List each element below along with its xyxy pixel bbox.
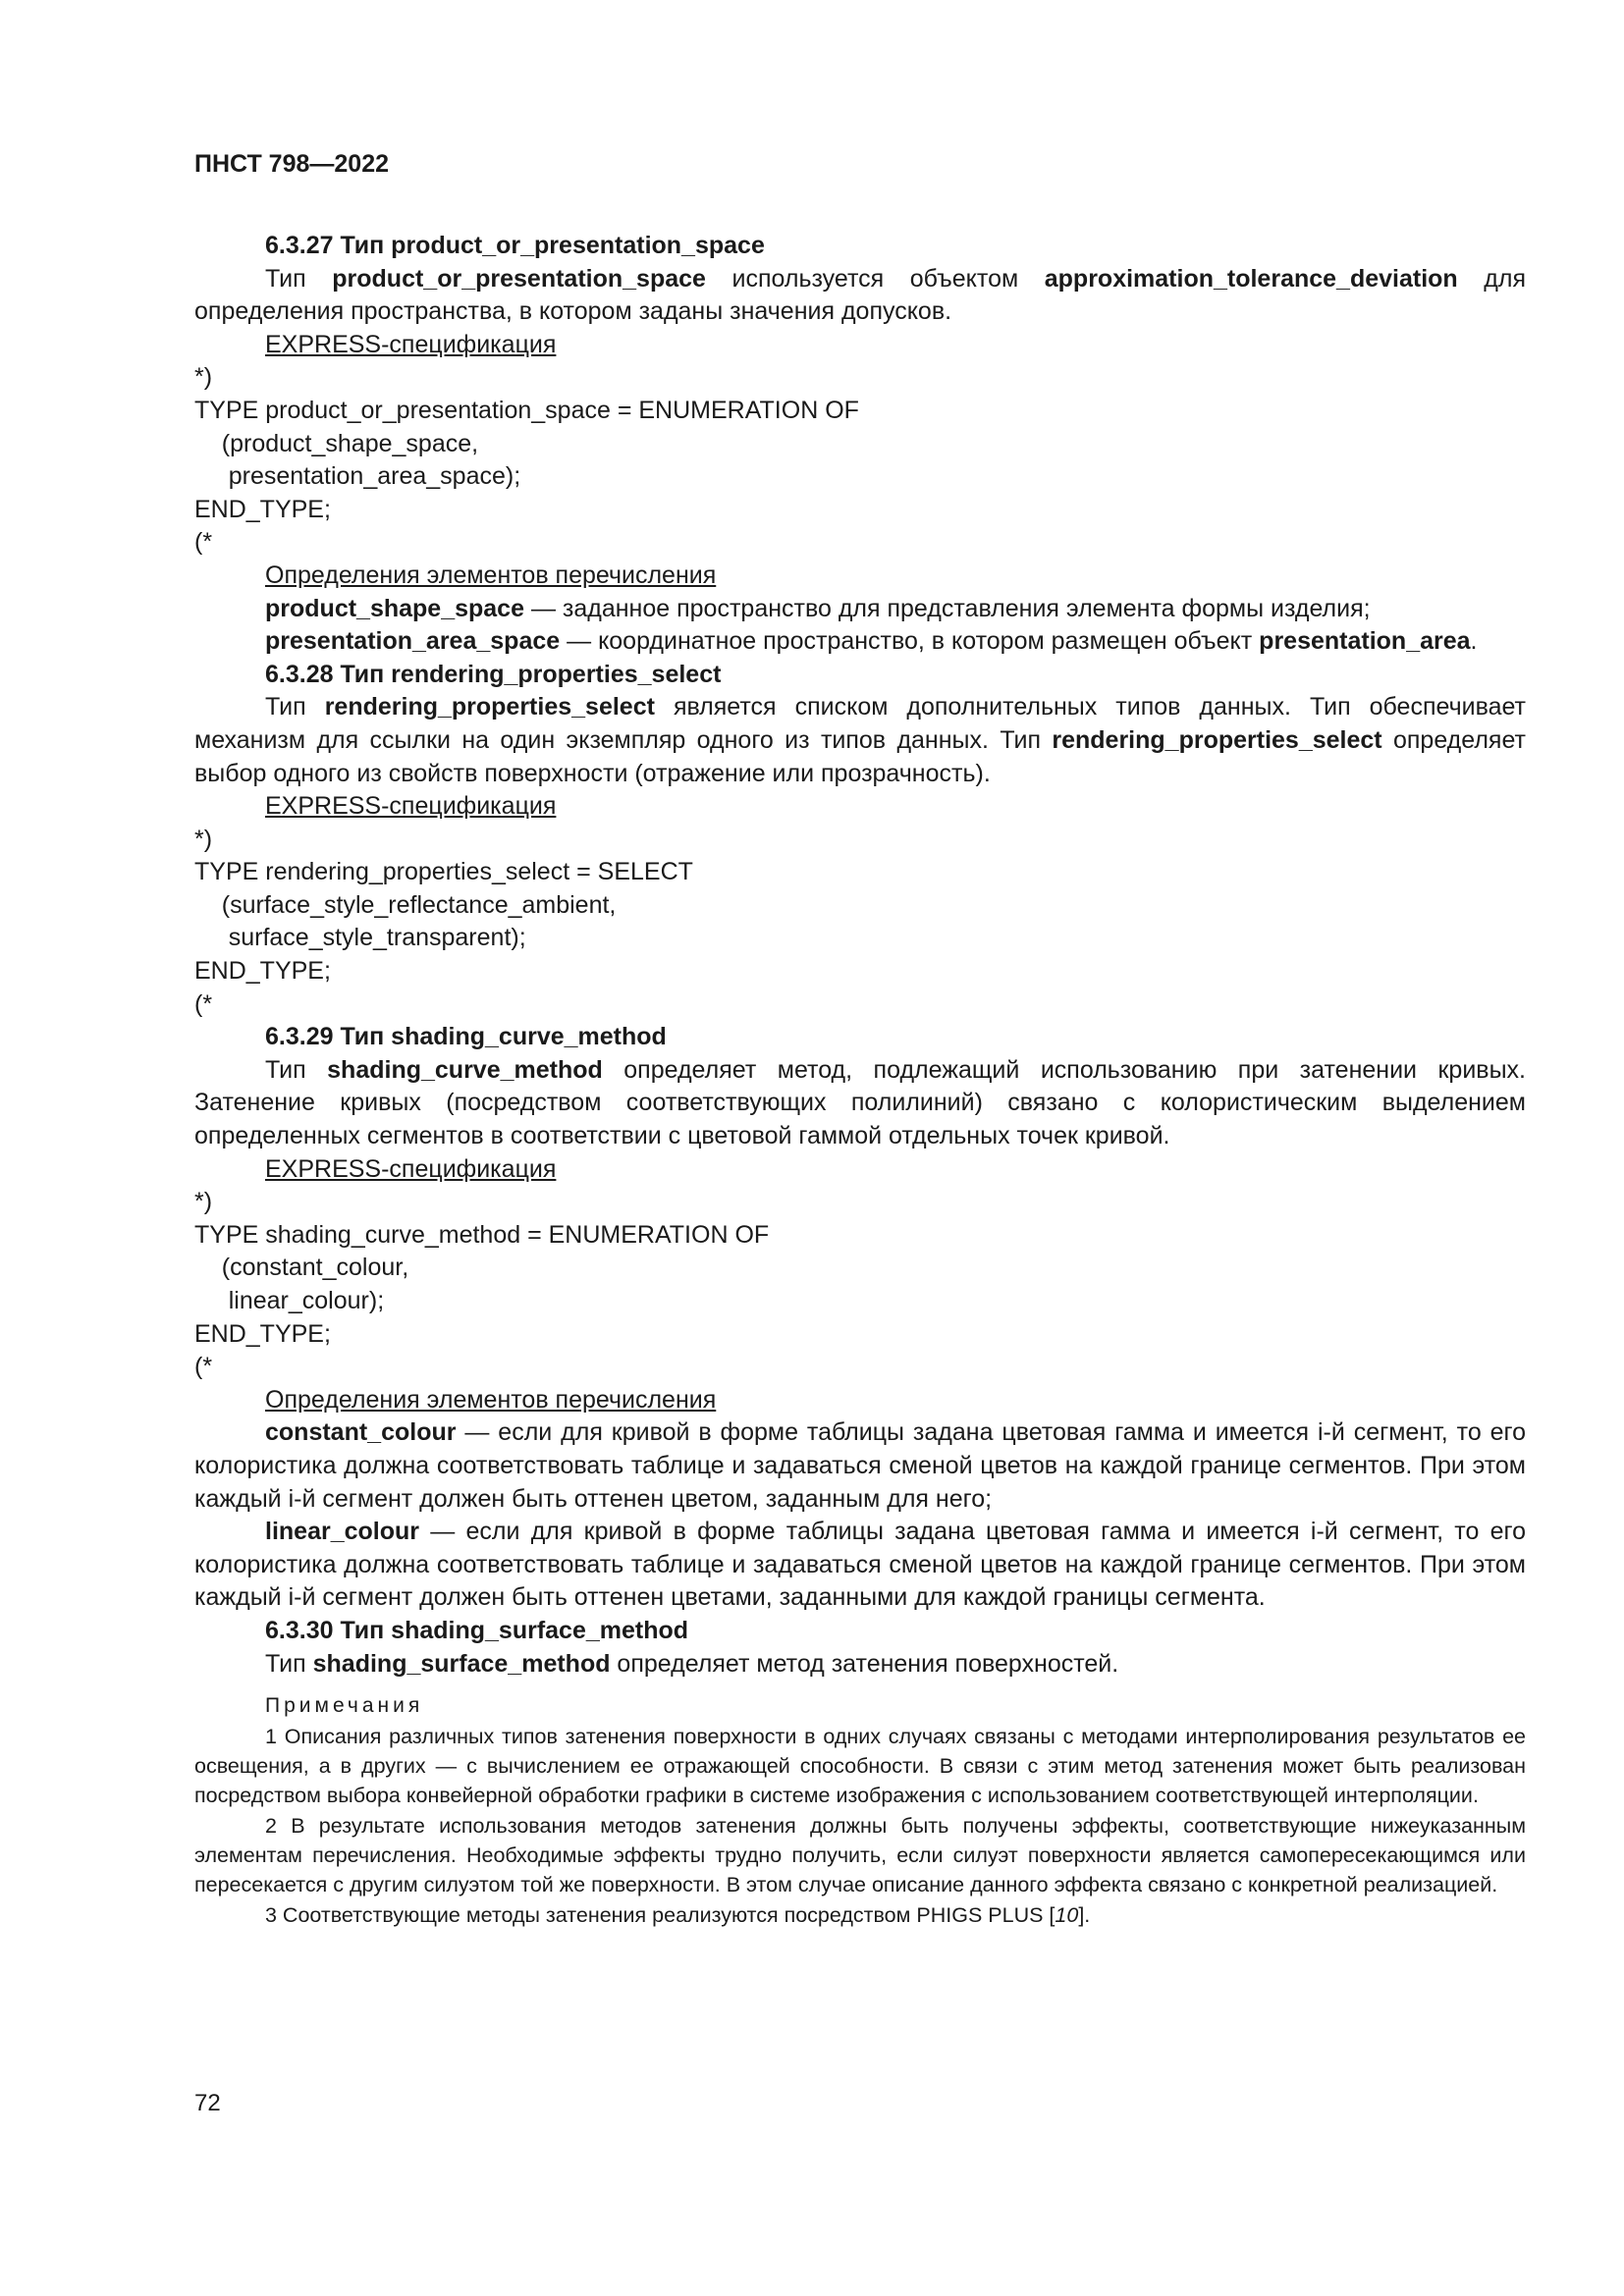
term: constant_colour bbox=[265, 1418, 457, 1447]
reference-number: 10 bbox=[1055, 1903, 1079, 1928]
term: presentation_area bbox=[1259, 627, 1471, 656]
section-title: 6.3.28 Тип rendering_properties_select bbox=[265, 660, 722, 688]
definitions-title: Определения элементов перечисления bbox=[265, 1385, 717, 1414]
definition: presentation_area_space — координатное пространство, в котором размещен объект presentation_area. bbox=[265, 627, 1478, 656]
express-label: EXPRESS-спецификация bbox=[265, 330, 557, 358]
page-number: 72 bbox=[194, 2090, 221, 2116]
express-label: EXPRESS-спецификация bbox=[265, 1154, 557, 1183]
term: shading_curve_method bbox=[327, 1055, 603, 1084]
express-code: *) TYPE rendering_properties_select = SELECT (surface_style_reflectance_ambient, surface_style_transparent); END_TYPE; (* bbox=[194, 825, 693, 1018]
definition: constant_colour — если для кривой в форме таблицы задана цветовая гамма и имеется i-й сегмент, то его колористика должна соответствовать таблице и задаваться сменой цветов на каждой границе сегментов. При этом каждый i-й сегмент должен быть оттенен цветом, заданным для него; bbox=[194, 1418, 1526, 1513]
express-code: *) TYPE shading_curve_method = ENUMERATION OF (constant_colour, linear_colour); END_TYPE; (* bbox=[194, 1188, 770, 1381]
section-title: 6.3.29 Тип shading_curve_method bbox=[265, 1023, 667, 1051]
notes-title: Примечания bbox=[265, 1694, 424, 1718]
note: 1 Описания различных типов затенения поверхности в одних случаях связаны с методами интерполирования результатов ее освещения, а в других — с вычислением ее отражающей способности. В связи с этим метод затенения может быть реализован посредством выбора конвейерной обработки графики в системе изображения с использованием соответствующей интерполяции. bbox=[194, 1725, 1526, 1808]
term: presentation_area_space bbox=[265, 627, 561, 656]
term: rendering_properties_select bbox=[1052, 725, 1382, 754]
section-6-3-27 bbox=[194, 230, 1526, 659]
express-label: EXPRESS-спецификация bbox=[265, 792, 557, 821]
note: 3 Соответствующие методы затенения реализуются посредством PHIGS PLUS [10]. bbox=[265, 1903, 1091, 1928]
document-page bbox=[194, 147, 1526, 1931]
definition: linear_colour — если для кривой в форме таблицы задана цветовая гамма и имеется i-й сегмент, то его колористика должна соответствовать таблице и задаваться сменой цветов на каждой границе сегментов. При этом каждый i-й сегмент должен быть оттенен цветами, заданными для каждой границы сегмента. bbox=[194, 1518, 1526, 1612]
note: 2 В результате использования методов затенения должны быть получены эффекты, соответствующие нижеуказанным элементам перечисления. Необходимые эффекты трудно получить, если силуэт поверхности является самопересекающимся или пересекается с другим силуэтом той же поверхности. В этом случае описание данного эффекта связано с конкретной реализацией. bbox=[194, 1814, 1526, 1897]
paragraph: Тип product_or_presentation_space используется объектом approximation_tolerance_deviation для определения пространства, в котором заданы значения допусков. bbox=[194, 264, 1526, 326]
section-title: 6.3.30 Тип shading_surface_method bbox=[265, 1616, 689, 1644]
section-6-3-30 bbox=[194, 1615, 1526, 1930]
term: product_or_presentation_space bbox=[332, 264, 706, 293]
definitions-title: Определения элементов перечисления bbox=[265, 561, 717, 589]
express-code: *) TYPE product_or_presentation_space = ENUMERATION OF (product_shape_space, presentation_area_space); END_TYPE; (* bbox=[194, 363, 859, 557]
paragraph: Тип shading_curve_method определяет метод, подлежащий использованию при затенении кривых. Затенение кривых (посредством соответствующих полилиний) связано с колористическим выделением определенных сегментов в соответствии с цветовой гаммой отдельных точек кривой. bbox=[194, 1055, 1526, 1150]
section-6-3-29 bbox=[194, 1021, 1526, 1615]
paragraph: Тип rendering_properties_select является списком дополнительных типов данных. Тип обеспечивает механизм для ссылки на один экземпляр одного из типов данных. Тип rendering_properties_select определяет выбор одного из свойств поверхности (отражение или прозрачность). bbox=[194, 693, 1526, 787]
term: approximation_tolerance_deviation bbox=[1044, 264, 1458, 293]
definition: product_shape_space — заданное пространство для представления элемента формы изделия; bbox=[265, 594, 1371, 622]
term: rendering_properties_select bbox=[324, 693, 655, 721]
paragraph: Тип shading_surface_method определяет метод затенения поверхностей. bbox=[265, 1649, 1119, 1678]
section-6-3-28 bbox=[194, 659, 1526, 1022]
section-title: 6.3.27 Тип product_or_presentation_space bbox=[265, 232, 765, 259]
document-header: ПНСТ 798—2022 bbox=[194, 150, 389, 178]
term: shading_surface_method bbox=[312, 1649, 611, 1678]
term: product_shape_space bbox=[265, 594, 524, 622]
term: linear_colour bbox=[265, 1518, 419, 1546]
